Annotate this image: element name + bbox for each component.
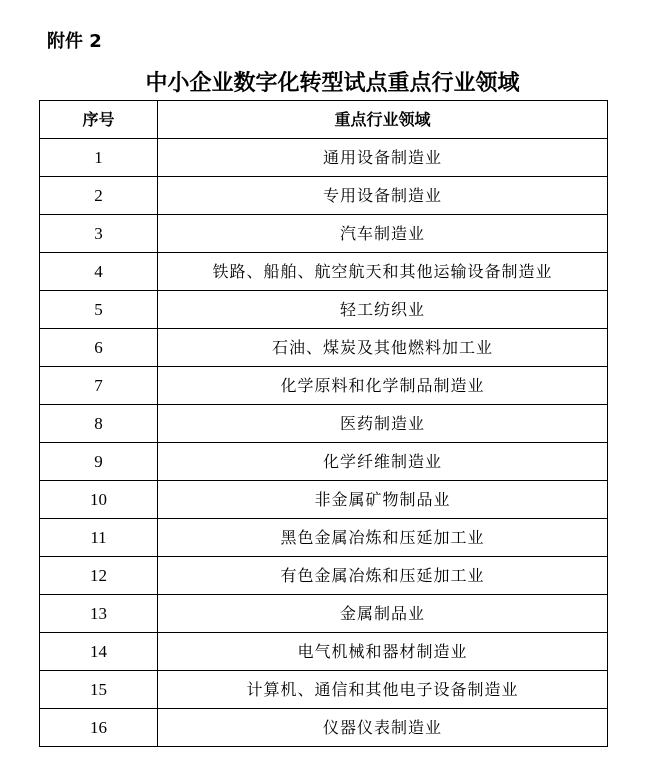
row-number: 8 xyxy=(40,405,158,443)
row-sector: 有色金属冶炼和压延加工业 xyxy=(158,557,608,595)
row-sector: 化学纤维制造业 xyxy=(158,443,608,481)
table-header-row xyxy=(40,101,608,139)
row-sector: 计算机、通信和其他电子设备制造业 xyxy=(158,671,608,709)
row-sector: 仪器仪表制造业 xyxy=(158,709,608,747)
row-sector: 石油、煤炭及其他燃料加工业 xyxy=(158,329,608,367)
row-number: 3 xyxy=(40,215,158,253)
row-sector: 金属制品业 xyxy=(158,595,608,633)
row-sector: 医药制造业 xyxy=(158,405,608,443)
table-row xyxy=(40,139,608,177)
column-header-number: 序号 xyxy=(40,101,158,139)
table-row xyxy=(40,177,608,215)
table-row xyxy=(40,367,608,405)
table-row xyxy=(40,443,608,481)
row-number: 14 xyxy=(40,633,158,671)
table-row xyxy=(40,633,608,671)
row-sector: 通用设备制造业 xyxy=(158,139,608,177)
row-number: 1 xyxy=(40,139,158,177)
row-sector: 专用设备制造业 xyxy=(158,177,608,215)
table-row xyxy=(40,291,608,329)
row-sector: 汽车制造业 xyxy=(158,215,608,253)
row-number: 15 xyxy=(40,671,158,709)
row-number: 13 xyxy=(40,595,158,633)
table-row xyxy=(40,671,608,709)
row-number: 5 xyxy=(40,291,158,329)
row-sector: 非金属矿物制品业 xyxy=(158,481,608,519)
row-sector: 铁路、船舶、航空航天和其他运输设备制造业 xyxy=(158,253,608,291)
sector-table xyxy=(39,100,608,747)
row-number: 7 xyxy=(40,367,158,405)
table-row xyxy=(40,709,608,747)
row-sector: 化学原料和化学制品制造业 xyxy=(158,367,608,405)
row-sector: 黑色金属冶炼和压延加工业 xyxy=(158,519,608,557)
row-number: 9 xyxy=(40,443,158,481)
row-number: 10 xyxy=(40,481,158,519)
row-number: 6 xyxy=(40,329,158,367)
row-number: 2 xyxy=(40,177,158,215)
row-sector: 电气机械和器材制造业 xyxy=(158,633,608,671)
table-row xyxy=(40,405,608,443)
column-header-sector: 重点行业领域 xyxy=(158,101,608,139)
attachment-label: 附件 2 xyxy=(47,31,102,52)
table-row xyxy=(40,519,608,557)
row-number: 16 xyxy=(40,709,158,747)
row-number: 4 xyxy=(40,253,158,291)
row-number: 11 xyxy=(40,519,158,557)
table-row xyxy=(40,595,608,633)
table-row xyxy=(40,557,608,595)
document-title: 中小企业数字化转型试点重点行业领域 xyxy=(145,71,520,96)
table-row xyxy=(40,329,608,367)
table-row xyxy=(40,253,608,291)
table-row xyxy=(40,481,608,519)
row-number: 12 xyxy=(40,557,158,595)
table-row xyxy=(40,215,608,253)
row-sector: 轻工纺织业 xyxy=(158,291,608,329)
